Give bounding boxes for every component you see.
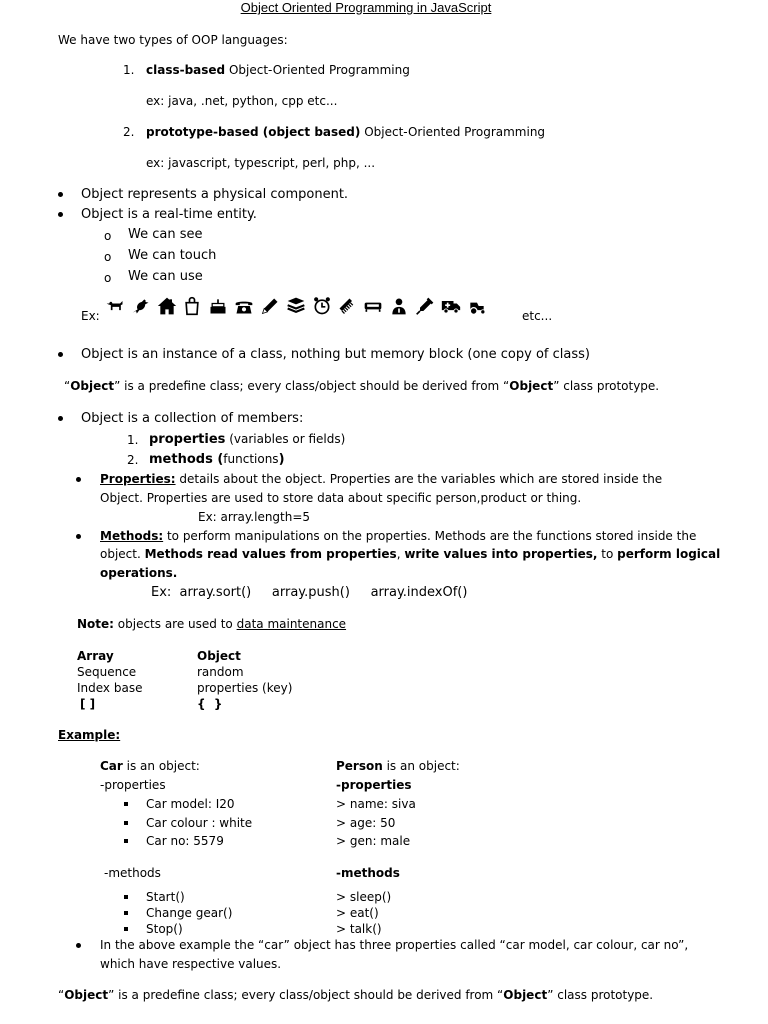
summary-line-1: In the above example the “car” object has three properties called “car model, car colour, car no”, — [100, 938, 689, 952]
compare-cell: Sequence — [77, 665, 137, 679]
predefine-end: ” class prototype. — [553, 379, 660, 393]
methods-line-1: to perform manipulations on the properties. Methods are the functions stored inside the — [163, 529, 697, 543]
syringe-icon — [415, 296, 435, 316]
car-method: Start() — [146, 890, 185, 904]
methods-line-2b: Methods read values from properties — [144, 547, 397, 561]
predefine-bold-object: Object — [70, 379, 115, 393]
object-point-2: Object is a real-time entity. — [81, 207, 257, 222]
square-bullet — [124, 911, 128, 915]
member-2-rest: functions — [223, 452, 279, 466]
member-2-end: ) — [278, 452, 285, 467]
person-property: > gen: male — [336, 834, 411, 848]
car-method: Stop() — [146, 922, 183, 936]
person-methods-label: -methods — [336, 866, 400, 880]
square-bullet — [124, 895, 128, 899]
ex-label: Ex: — [81, 309, 100, 323]
properties-def-line-1 — [100, 471, 662, 487]
type-2-rest: Object-Oriented Programming — [360, 125, 546, 139]
person-method: > talk() — [336, 922, 382, 936]
predefine-bold-object-2: Object — [509, 379, 554, 393]
square-bullet — [124, 821, 128, 825]
methods-line-2a: object. — [100, 547, 145, 561]
bag-icon — [182, 296, 202, 316]
car-title-rest: is an object: — [122, 759, 200, 773]
sofa-icon — [363, 296, 383, 316]
methods-line-2c: , — [396, 547, 405, 561]
methods-line-2f: perform logical — [617, 547, 721, 561]
square-bullet — [124, 839, 128, 843]
type-1-example: ex: java, .net, python, cpp etc... — [146, 94, 338, 108]
instance-point: Object is an instance of a class, nothing but memory block (one copy of class) — [81, 347, 590, 362]
tractor-icon — [467, 296, 487, 316]
methods-def-line-2 — [100, 546, 720, 562]
predefine-quote: “ — [64, 379, 71, 393]
square-bullet — [124, 927, 128, 931]
predefine-line-2 — [58, 987, 653, 1003]
sub-bullet-o: o — [104, 229, 112, 243]
note-text: objects are used to — [113, 617, 237, 631]
type-2-bold: prototype-based (object based) — [146, 125, 361, 139]
page-title: Object Oriented Programming in JavaScript — [240, 0, 492, 15]
note-line — [77, 616, 346, 632]
person-method: > sleep() — [336, 890, 392, 904]
compare-header-array: Array — [77, 649, 114, 663]
properties-line-1: details about the object. Properties are the variables which are stored inside the — [175, 472, 663, 486]
predefine-end: ” class prototype. — [547, 988, 654, 1002]
type-2-number: 2. — [123, 125, 135, 139]
pencil-icon — [260, 296, 280, 316]
compare-cell: Index base — [77, 681, 143, 695]
bullet-dot — [58, 192, 63, 197]
object-icons-row — [105, 296, 489, 320]
person-method: > eat() — [336, 906, 379, 920]
compare-cell: [ ] — [80, 697, 96, 711]
member-2-bold: methods ( — [149, 452, 224, 467]
comb-icon — [337, 296, 357, 316]
sub-point-touch: We can touch — [128, 248, 217, 263]
person-title-bold: Person — [336, 759, 383, 773]
type-2-label — [146, 124, 545, 140]
bullet-dot — [76, 943, 81, 948]
predefine-bold-object: Object — [64, 988, 109, 1002]
intro-text: We have two types of OOP languages: — [58, 33, 288, 47]
car-property: Car no: 5579 — [146, 834, 224, 848]
compare-cell: properties (key) — [197, 681, 293, 695]
car-methods-label: -methods — [104, 866, 161, 880]
member-1-rest: (variables or fields) — [225, 432, 346, 446]
person-title — [336, 758, 460, 774]
methods-line-2d: write values into properties, — [404, 547, 598, 561]
type-1-bold: class-based — [146, 63, 226, 77]
member-1-bold: properties — [149, 432, 226, 447]
ex-etc: etc... — [522, 309, 553, 323]
sub-bullet-o: o — [104, 250, 112, 264]
type-2-example: ex: javascript, typescript, perl, php, ... — [146, 156, 376, 170]
dog-icon — [105, 296, 125, 316]
bullet-dot — [58, 212, 63, 217]
sub-point-use: We can use — [128, 269, 203, 284]
car-method: Change gear() — [146, 906, 233, 920]
predefine-middle: ” is a predefine class; every class/object should be derived from “ — [108, 988, 504, 1002]
methods-def-line-1 — [100, 528, 696, 544]
telephone-icon — [234, 296, 254, 316]
methods-label: Methods: — [100, 529, 164, 543]
bullet-dot — [58, 352, 63, 357]
collection-point: Object is a collection of members: — [81, 411, 304, 426]
books-icon — [286, 296, 306, 316]
type-1-rest: Object-Oriented Programming — [225, 63, 410, 77]
bullet-dot — [76, 477, 81, 482]
predefine-quote: “ — [58, 988, 65, 1002]
properties-def-line-2: Object. Properties are used to store data about specific person,product or thing. — [100, 491, 582, 505]
square-bullet — [124, 802, 128, 806]
predefine-line-1 — [64, 378, 659, 394]
sub-point-see: We can see — [128, 227, 203, 242]
type-1-number: 1. — [123, 63, 135, 77]
house-icon — [157, 296, 177, 316]
bullet-dot — [58, 416, 63, 421]
predefine-middle: ” is a predefine class; every class/object should be derived from “ — [114, 379, 510, 393]
member-1-label — [149, 431, 345, 448]
alarm-clock-icon — [312, 296, 332, 316]
object-point-1: Object represents a physical component. — [81, 187, 349, 202]
note-underlined: data maintenance — [236, 617, 347, 631]
note-label: Note: — [77, 617, 114, 631]
bird-icon — [131, 296, 151, 316]
predefine-bold-object-2: Object — [503, 988, 548, 1002]
person-title-rest: is an object: — [382, 759, 460, 773]
member-2-number: 2. — [127, 453, 139, 467]
compare-cell: random — [197, 665, 244, 679]
person-properties-label: -properties — [336, 778, 412, 792]
bullet-dot — [76, 534, 81, 539]
ambulance-icon — [441, 296, 461, 316]
car-properties-label: -properties — [100, 778, 166, 792]
type-1-label — [146, 62, 410, 78]
sub-bullet-o: o — [104, 271, 112, 285]
methods-line-2e: to — [597, 547, 618, 561]
summary-line-2: which have respective values. — [100, 957, 282, 971]
person-property: > name: siva — [336, 797, 416, 811]
example-heading: Example: — [58, 728, 121, 742]
car-title-bold: Car — [100, 759, 123, 773]
compare-header-object: Object — [197, 649, 241, 663]
compare-cell: { } — [197, 697, 223, 711]
methods-example: Ex: array.sort() array.push() array.indexOf() — [151, 585, 468, 600]
member-1-number: 1. — [127, 433, 139, 447]
member-2-label — [149, 451, 285, 468]
car-title — [100, 758, 200, 774]
cake-icon — [208, 296, 228, 316]
doctor-icon — [389, 296, 409, 316]
car-property: Car model: I20 — [146, 797, 235, 811]
person-property: > age: 50 — [336, 816, 396, 830]
car-property: Car colour : white — [146, 816, 253, 830]
methods-def-line-3: operations. — [100, 566, 178, 580]
properties-label: Properties: — [100, 472, 176, 486]
properties-example: Ex: array.length=5 — [198, 510, 311, 524]
